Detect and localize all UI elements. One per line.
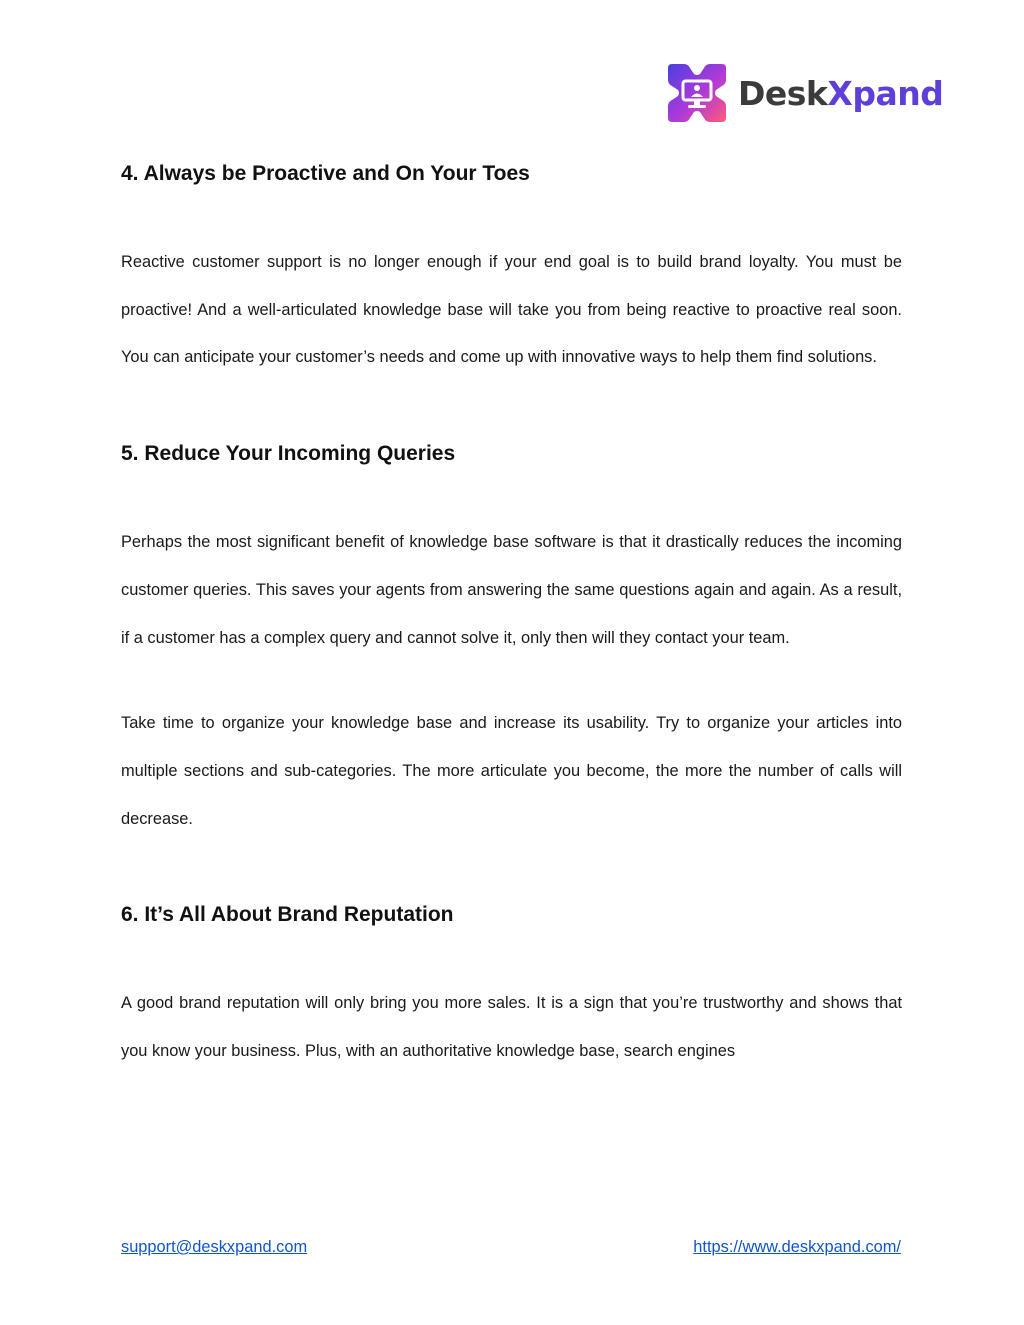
website-link[interactable]: https://www.deskxpand.com/: [693, 1238, 901, 1256]
section-paragraph: A good brand reputation will only bring you more sales. It is a sign that you’re trustworthy and shows that you know your business. Plus, with an authoritative knowledge base, search engines: [121, 994, 902, 1061]
logo-wordmark: [738, 73, 944, 113]
section-paragraph: Perhaps the most significant benefit of knowledge base software is that it drastically reduces the incoming customer queries. This saves your agents from answering the same questions again and again. As a result, if a customer has a complex query and cannot solve it, only then will they contact your team.: [121, 533, 902, 647]
section-heading-reduce-queries: 5. Reduce Your Incoming Queries: [121, 442, 456, 466]
logo-text-xpand: Xpand: [827, 73, 944, 113]
logo-text-desk: Desk: [738, 73, 828, 113]
document-body: [121, 158, 902, 1076]
deskxpand-logo-icon: [664, 60, 730, 126]
section-paragraph: Take time to organize your knowledge base and increase its usability. Try to organize your articles into multiple sections and sub-categories. The more articulate you become, the more the number of calls will decrease.: [121, 714, 902, 828]
page-footer: [121, 1238, 901, 1257]
section-heading-brand-reputation: 6. It’s All About Brand Reputation: [121, 903, 454, 927]
brand-logo: [664, 60, 943, 126]
section-heading-proactive: 4. Always be Proactive and On Your Toes: [121, 162, 530, 185]
support-email-link[interactable]: support@deskxpand.com: [121, 1238, 308, 1256]
section-paragraph: Reactive customer support is no longer enough if your end goal is to build brand loyalty. You must be proactive! And a well-articulated knowledge base will take you from being reactive to proactive real soon. You can anticipate your customer’s needs and come up with innovative ways to help them find solutions.: [121, 253, 902, 367]
